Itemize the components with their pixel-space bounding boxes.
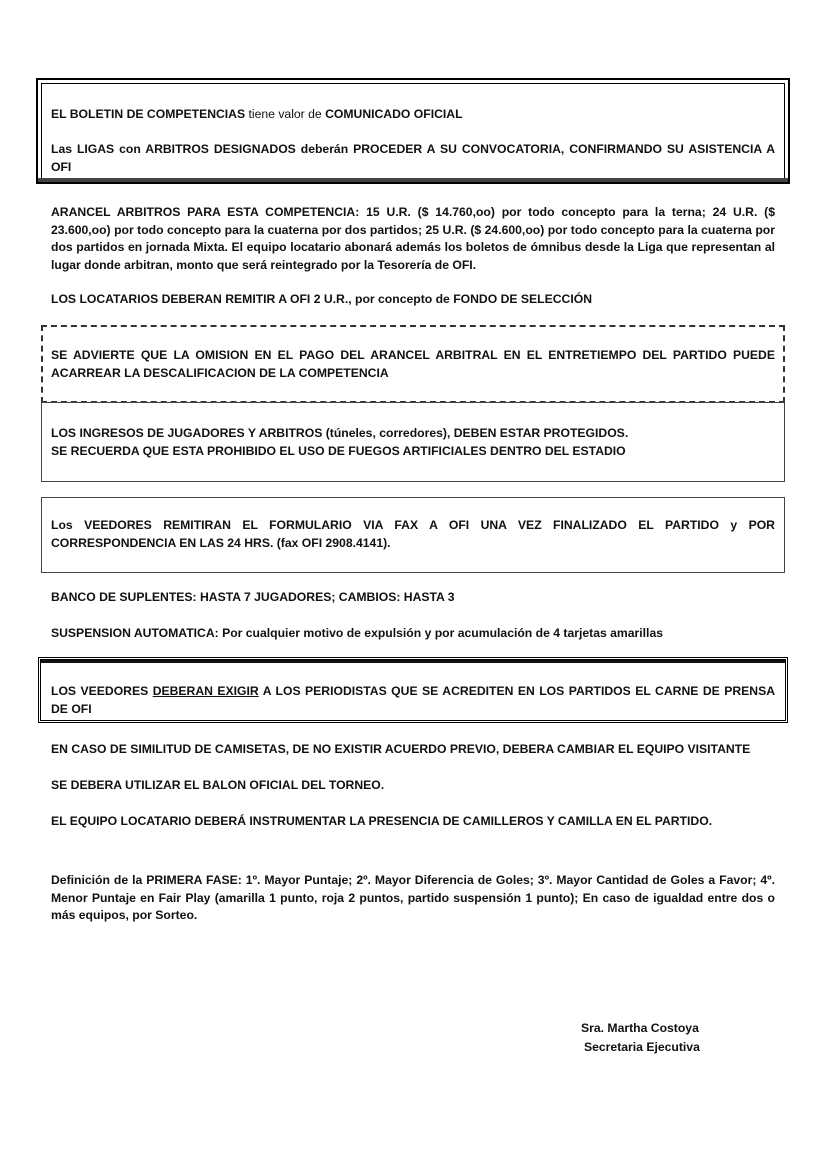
arancel-paragraph: ARANCEL ARBITROS PARA ESTA COMPETENCIA: 15 U.R. ($ 14.760,oo) por todo concepto para la terna; 24 U.R. ($ 23.600,oo) por todo concepto para la cuaterna por dos partidos; 25 U.R. ($ 24.600,oo) por todo concepto para la cuaterna por dos partidos en jornada Mixta. El equipo locatario abonará además los boletos de ómnibus desde la Liga que representan al lugar donde arbitran, monto que será reintegrado por la Tesorería de OFI. <box>51 205 775 272</box>
signature-name: Sra. Martha Costoya <box>581 1021 699 1035</box>
official-notice-line1 <box>51 106 775 124</box>
camisetas-paragraph: EN CASO DE SIMILITUD DE CAMISETAS, DE NO EXISTIR ACUERDO PREVIO, DEBERA CAMBIAR EL EQUIPO VISITANTE <box>51 742 751 756</box>
locatarios-paragraph: LOS LOCATARIOS DEBERAN REMITIR A OFI 2 U.R., por concepto de FONDO DE SELECCIÓN <box>51 292 593 306</box>
security-text <box>51 425 775 460</box>
definicion-paragraph: Definición de la PRIMERA FASE: 1º. Mayor Puntaje; 2º. Mayor Diferencia de Goles; 3º. Mayor Cantidad de Goles a Favor; 4º. Menor Puntaje en Fair Play (amarilla 1 punto, roja 2 puntos, partido suspensión 1 punto); En caso de igualdad entre dos o más equipos, por Sorteo. <box>51 873 775 922</box>
signature-role: Secretaria Ejecutiva <box>584 1040 700 1054</box>
banco-paragraph: BANCO DE SUPLENTES: HASTA 7 JUGADORES; CAMBIOS: HASTA 3 <box>51 590 455 604</box>
ingresos-line: LOS INGRESOS DE JUGADORES Y ARBITROS (túneles, corredores), DEBEN ESTAR PROTEGIDOS. <box>51 426 629 440</box>
deberan-exigir-underlined: DEBERAN EXIGIR <box>152 684 259 698</box>
boletin-label: EL BOLETIN DE COMPETENCIAS <box>51 107 246 121</box>
ligas-notice: Las LIGAS con ARBITROS DESIGNADOS deberán PROCEDER A SU CONVOCATORIA, CONFIRMANDO SU ASISTENCIA A OFI <box>51 142 775 174</box>
veedores-fax-text: Los VEEDORES REMITIRAN EL FORMULARIO VIA FAX A OFI UNA VEZ FINALIZADO EL PARTIDO y POR CORRESPONDENCIA EN LAS 24 HRS. (fax OFI 2908.4141). <box>51 518 775 550</box>
balon-paragraph: SE DEBERA UTILIZAR EL BALON OFICIAL DEL TORNEO. <box>51 778 385 792</box>
warning-text: SE ADVIERTE QUE LA OMISION EN EL PAGO DEL ARANCEL ARBITRAL EN EL ENTRETIEMPO DEL PARTIDO PUEDE ACARREAR LA DESCALIFICACION DE LA COMPETENCIA <box>51 348 775 380</box>
periodistas-text: LOS VEEDORES DEBERAN EXIGIR A LOS PERIODISTAS QUE SE ACREDITEN EN LOS PARTIDOS EL CARNE DE PRENSA DE OFI <box>51 684 775 716</box>
official-notice-shadow <box>38 178 788 182</box>
periodistas-box-top-rule <box>41 660 785 663</box>
boletin-connector: tiene valor de <box>245 107 326 121</box>
camilleros-paragraph: EL EQUIPO LOCATARIO DEBERÁ INSTRUMENTAR LA PRESENCIA DE CAMILLEROS Y CAMILLA EN EL PARTIDO. <box>51 814 713 828</box>
suspension-paragraph: SUSPENSION AUTOMATICA: Por cualquier motivo de expulsión y por acumulación de 4 tarjetas amarillas <box>51 626 664 640</box>
comunicado-label: COMUNICADO OFICIAL <box>325 107 463 121</box>
fuegos-line: SE RECUERDA QUE ESTA PROHIBIDO EL USO DE FUEGOS ARTIFICIALES DENTRO DEL ESTADIO <box>51 443 626 458</box>
